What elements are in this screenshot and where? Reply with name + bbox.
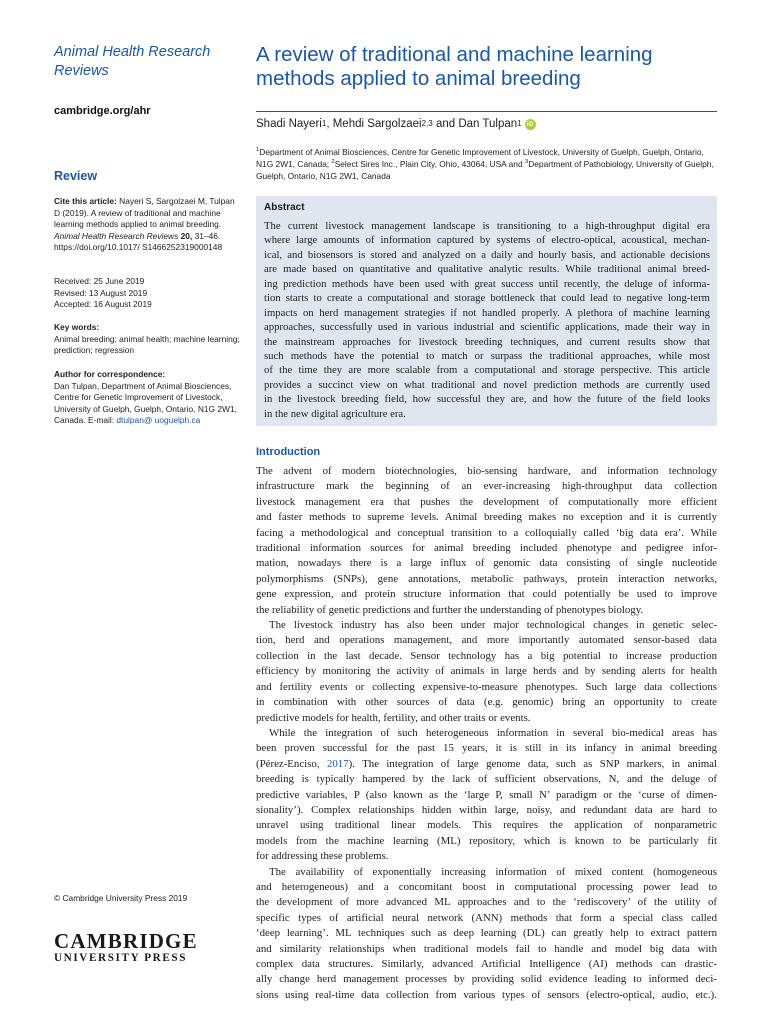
citation-block xyxy=(54,196,240,254)
abstract-text xyxy=(264,219,710,421)
abstract-line: in the livestock breeding field, how successful they are, and how the future of the field looks xyxy=(264,393,710,406)
body-line: the development of more advanced ML approaches and to the ‘rediscovery’ of the utility of xyxy=(256,896,717,909)
citation-link[interactable]: 2017 xyxy=(326,757,349,770)
body-line: predictive variables, P (also known as the ‘large P, small N’ paradigm or the ‘curse of dimen- xyxy=(256,788,717,801)
author-separator: and xyxy=(432,118,459,130)
affil-sup: 3 xyxy=(524,159,529,166)
introduction-text xyxy=(256,464,717,1003)
body-line: polymorphisms (SNPs), gene annotations, metabolic pathways, protein interaction networks, xyxy=(256,572,717,585)
body-line: complex data structures. Similarly, advanced Artificial Intelligence (AI) methods can drastic- xyxy=(256,958,717,970)
abstract-line: where large amounts of information captured by systems of electro-optical, acoustical, mechan- xyxy=(264,234,710,247)
abstract-line: The current livestock management landscape is transitioning to a high-throughput digital era xyxy=(264,220,710,232)
article-title: A review of traditional and machine learning methods applied to animal breeding xyxy=(256,43,653,90)
dates-block xyxy=(54,276,240,311)
correspondence-email[interactable]: dtulpan@ uoguelph.ca xyxy=(116,415,201,426)
affil-text: Department of Animal Biosciences, Centre for Genetic Improvement of Livestock, University of Guelph, Guelph, Ontario, N1G 2W1, Canada; xyxy=(256,147,704,169)
abstract-line: in the new digital agriculture era. xyxy=(264,407,406,420)
body-line: and similarity relationships when traditional models fail to handle and model big data with xyxy=(256,942,717,955)
correspondence-label: Author for correspondence: xyxy=(54,369,166,379)
correspondence-block xyxy=(54,369,240,427)
body-line: and faster methods to supreme levels. Animal breeding makes no exception and it is currently xyxy=(256,511,717,524)
keywords-block xyxy=(54,322,240,357)
author-name: Mehdi Sargolzaei xyxy=(332,118,422,130)
citation-label: Cite this article: xyxy=(54,196,117,206)
body-line: efficiency by monitoring the activity of animals in large herds and by sending alerts for health xyxy=(256,665,717,678)
accepted-date: Accepted: 16 August 2019 xyxy=(54,299,152,310)
introduction-heading: Introduction xyxy=(256,446,321,458)
abstract-line: such methods have the potential to match or surpass the traditional approaches, while most xyxy=(264,349,710,362)
body-line: ally change herd management processes by providing solid evidence leading to informed deci- xyxy=(256,973,717,986)
body-line: for addressing these problems. xyxy=(256,850,389,863)
affil-sup: 2 xyxy=(331,159,335,166)
logo-line-1: CAMBRIDGE xyxy=(54,929,198,953)
body-line: infrastructure mark the beginning of an ever-increasing high-throughput data collection xyxy=(256,480,717,493)
body-line: mation, nowadays there is a large influx of genomic data consisting of single nucleotide xyxy=(256,557,717,570)
abstract-line: tion starts to create a computational and storage bottleneck that could lead to negative long-term xyxy=(264,292,710,305)
correspondence-text: Dan Tulpan, Department of Animal Biosciences, Centre for Genetic Improvement of Livestock, University of Guelph, Guelph, Ontario, N1G 2W1, Canada. E-mail: xyxy=(54,380,237,426)
body-line: gene expression, and protein structure information that could potentially be used to improve xyxy=(256,588,717,601)
body-line: The advent of modern biotechnologies, bio-sensing hardware, and information technology xyxy=(256,465,717,477)
citation-volume: 20, xyxy=(180,230,193,241)
copyright: © Cambridge University Press 2019 xyxy=(54,893,188,903)
body-line: While the integration of such heterogeneous information in several bio-medical areas has xyxy=(269,726,717,739)
citation-journal: Animal Health Research Reviews xyxy=(54,230,179,241)
author-name: Dan Tulpan xyxy=(458,118,518,130)
affiliations xyxy=(256,146,718,182)
author-separator: , xyxy=(326,118,333,130)
body-line: collection in the last decade. Sensor technology has a big potential to increase production xyxy=(256,649,717,662)
cambridge-logo xyxy=(54,930,204,965)
body-line: The livestock industry has also been under major technological changes in genetic selec- xyxy=(269,619,717,632)
abstract-line: ing prediction methods have been used with great success until recently, the deluge of informa- xyxy=(264,277,710,290)
body-line: sions using real-time data collection from various types of sensors (electro-optical, audio, etc.). xyxy=(256,988,717,1001)
abstract-line: ical, and biosensors is stored and analyzed on a daily and hourly basis, and actionable decisions xyxy=(264,248,710,261)
journal-name: Animal Health Research Reviews xyxy=(54,44,211,79)
abstract-line: are made based on quantitative and qualitative analytic results. While traditional animal breed- xyxy=(264,263,710,276)
logo-line-2: UNIVERSITY PRESS xyxy=(54,952,188,964)
author-list: Shadi Nayeri 1 , Mehdi Sargolzaei 2,3 and Dan Tulpan 1 iD xyxy=(256,118,716,130)
abstract-line: approaches, successfully used in various industrial and scientific applications, made their way in xyxy=(264,321,710,334)
body-line: livestock management era that pushes the development of computationally more efficient xyxy=(256,495,717,508)
body-line: (Pérez-Enciso, 2017). The integration of large genome data, such as SNP markers, in animal xyxy=(256,757,717,770)
body-line: predictive models for health, fertility, and other traits or events. xyxy=(256,711,531,724)
author-name: Shadi Nayeri xyxy=(256,118,322,130)
abstract-line: impacts on herd management strategies if not handled properly. A plethora of machine learning xyxy=(264,306,710,319)
body-line: models from the machine learning (ML) repository, which is known to be particularly fit xyxy=(256,834,717,847)
abstract-box xyxy=(256,196,717,426)
abstract-line: provides a succinct view on what traditional and novel prediction methods are currently used xyxy=(264,378,710,391)
body-line: been proven successful for the past 15 years, it is still in its infancy in animal breeding xyxy=(256,742,717,755)
body-line: and fertility events or collecting expensive-to-measure phenotypes. Such large data collections xyxy=(256,680,717,693)
title-divider xyxy=(256,111,717,112)
abstract-heading: Abstract xyxy=(264,202,305,213)
body-line: traditional information sources for animal breeding included phenotype and pedigree infor- xyxy=(256,542,717,555)
journal-url[interactable]: cambridge.org/ahr xyxy=(54,105,151,117)
keywords-text: Animal breeding; animal health; machine learning; prediction; regression xyxy=(54,333,240,356)
article-type: Review xyxy=(54,169,98,183)
body-line: tion, herd and operations management, and more importantly automated sensor-based data xyxy=(256,634,717,647)
body-line: the reliability of genetic predictions and further the understanding of phenotypes biology. xyxy=(256,603,644,616)
abstract-line: of the time they are more scalable from a computational and storage perspective. This article xyxy=(264,364,710,377)
body-line: specific types of artificial neural network (ANN) methods that form a special class called xyxy=(256,911,717,924)
orcid-icon[interactable]: iD xyxy=(525,119,536,130)
body-line: in combination with other sources of data (e.g. genomic) bring an opportunity to create xyxy=(256,696,717,709)
citation-doi[interactable]: 31–46. https://doi.org/10.1017/ S1466252319000148 xyxy=(54,230,223,253)
body-line: unravel using traditional linear models. This requires the application of nonparametric xyxy=(256,819,717,832)
body-line: The availability of exponentially increasing information of mixed content (homogeneous xyxy=(269,865,717,878)
body-line: ‘deep learning’. ML techniques such as deep learning (DL) can greatly help to extract pattern xyxy=(256,927,717,940)
body-line: breeding is typically hampered by the lack of sufficient observations, N, and the deluge of xyxy=(256,773,717,786)
keywords-label: Key words: xyxy=(54,322,100,332)
citation-text: Nayeri S, Sargolzaei M, Tulpan D (2019). A review of traditional and machine learning methods applied to animal breeding. xyxy=(54,196,235,230)
affil-sup: 1 xyxy=(256,147,260,154)
abstract-line: the mainstream approaches for livestock breeding techniques, and current results show that xyxy=(264,335,710,348)
body-line: sionality’). Complex relationships hidden within large, noisy, and redundant data are hard to xyxy=(256,803,717,816)
received-date: Received: 25 June 2019 xyxy=(54,276,145,286)
affil-text: Department of Pathobiology, University of Guelph, Guelph, Ontario, N1G 2W1, Canada xyxy=(256,159,714,181)
affil-text: Select Sires Inc., Plain City, Ohio, 43064, USA and xyxy=(334,159,525,169)
revised-date: Revised: 13 August 2019 xyxy=(54,287,148,298)
body-line: and heterogeneous) and a concomitant boost in computational processing power lead to xyxy=(256,880,717,893)
body-line: facing a methodological and conceptual transition to a colloquially called ‘big data era’. While xyxy=(256,526,717,539)
